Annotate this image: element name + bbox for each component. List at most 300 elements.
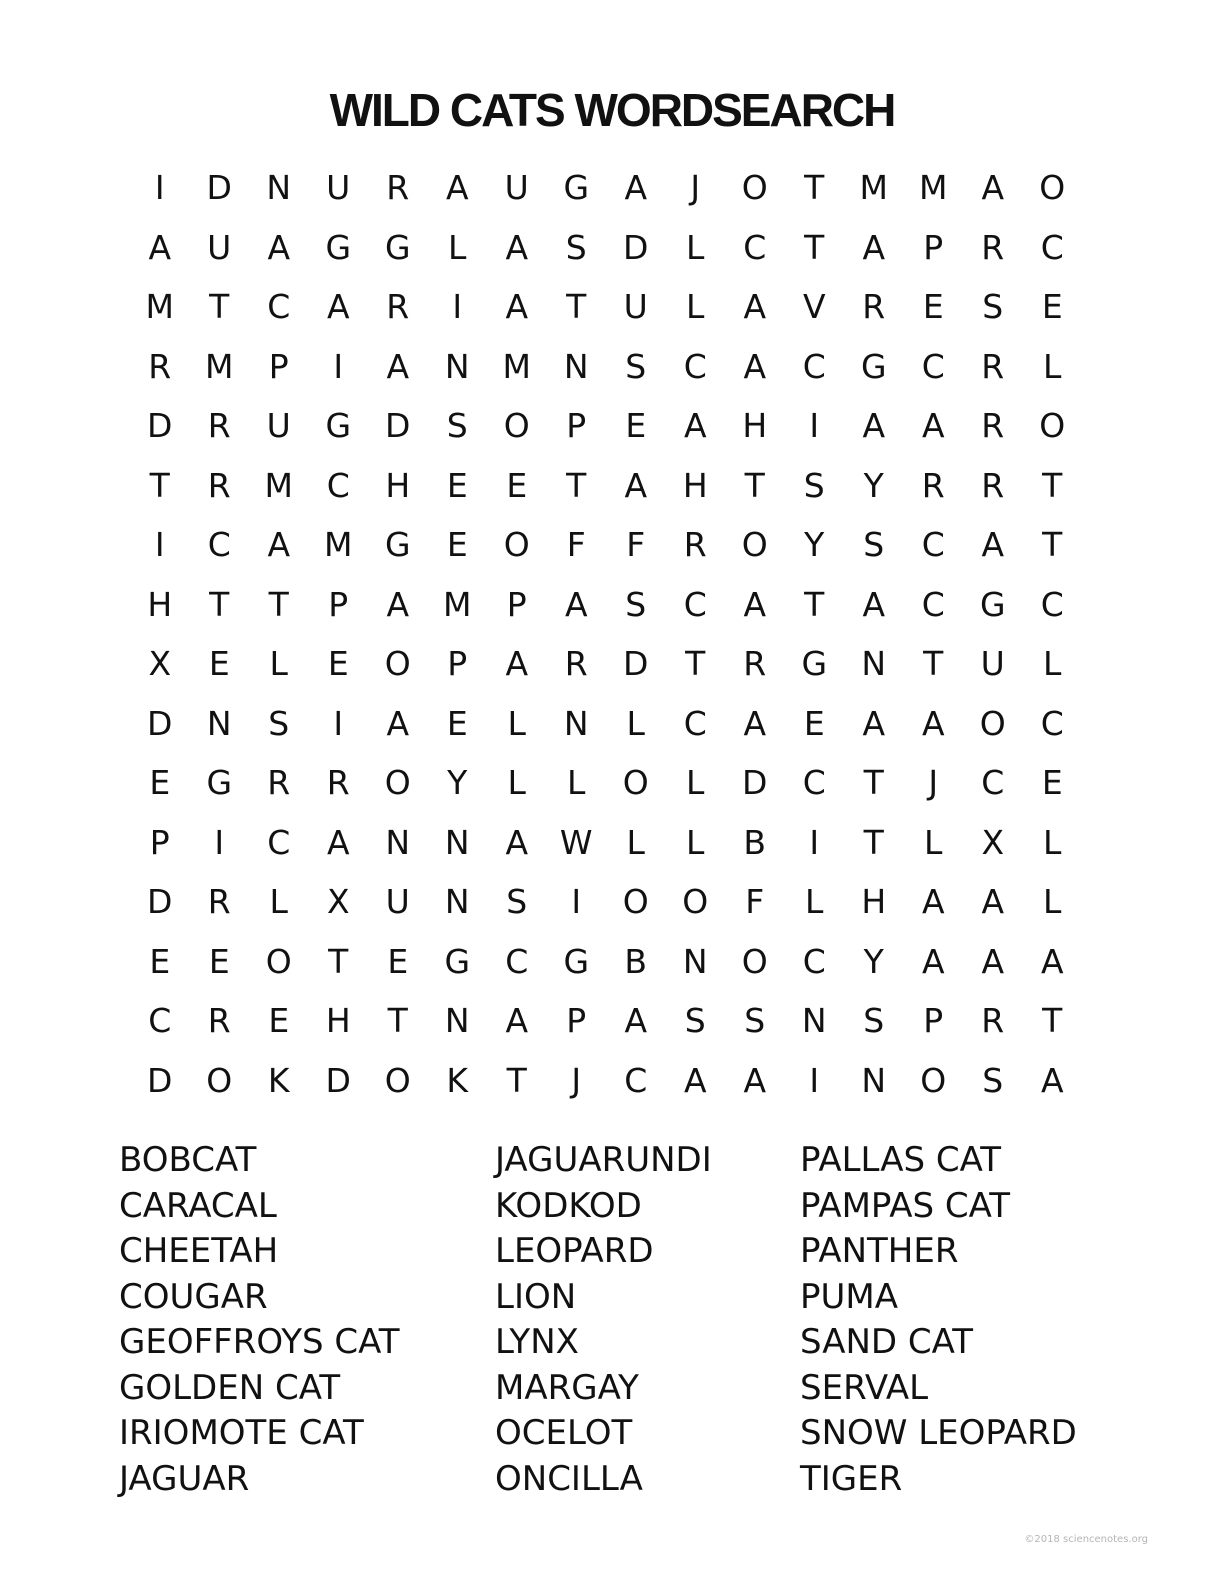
grid-cell: A	[683, 406, 707, 445]
grid-cell: A	[921, 882, 945, 921]
grid-cell: P	[268, 346, 289, 386]
grid-cell: A	[267, 525, 291, 564]
grid-cell: N	[444, 346, 470, 386]
grid-cell: T	[1042, 465, 1063, 505]
grid-cell: S	[268, 703, 290, 743]
word-list-item: OCELOT	[495, 1413, 633, 1453]
grid-cell: E	[149, 941, 171, 981]
grid-cell: T	[804, 227, 825, 267]
grid-cell: A	[981, 525, 1005, 564]
grid-cell: T	[566, 465, 587, 505]
grid-cell: M	[443, 584, 472, 624]
grid-cell: T	[804, 168, 825, 207]
grid-cell: A	[505, 644, 529, 683]
grid-cell: N	[563, 703, 589, 743]
grid-cell: Y	[863, 465, 884, 505]
grid-cell: G	[384, 227, 411, 267]
grid-cell: G	[325, 227, 352, 267]
grid-row	[130, 634, 1090, 694]
grid-cell: D	[147, 703, 173, 743]
grid-cell: E	[268, 1001, 290, 1040]
grid-cell: C	[1040, 703, 1064, 743]
grid-cell: U	[385, 882, 410, 921]
grid-cell: A	[505, 287, 529, 326]
grid-row	[130, 337, 1090, 397]
grid-cell: M	[145, 287, 174, 326]
grid-cell: I	[809, 822, 820, 862]
grid-cell: R	[981, 346, 1005, 386]
word-list	[0, 1138, 1224, 1508]
grid-cell: M	[264, 465, 293, 505]
grid-cell: S	[803, 465, 825, 505]
grid-cell: R	[683, 525, 707, 564]
grid-cell: C	[921, 584, 945, 624]
grid-cell: U	[326, 168, 351, 207]
word-list-item: SNOW LEOPARD	[800, 1413, 1077, 1453]
grid-cell: G	[384, 525, 411, 564]
grid-cell: O	[741, 168, 768, 207]
grid-cell: A	[386, 584, 410, 624]
grid-cell: L	[686, 763, 705, 802]
grid-cell: A	[743, 703, 767, 743]
grid-cell: R	[743, 644, 767, 683]
grid-cell: H	[385, 465, 411, 505]
word-list-item: CHEETAH	[119, 1231, 279, 1271]
word-column	[495, 1138, 712, 1502]
grid-row	[130, 1051, 1090, 1111]
grid-cell: R	[386, 287, 410, 326]
grid-cell: O	[384, 1060, 411, 1100]
grid-cell: I	[333, 703, 344, 743]
grid-cell: A	[386, 703, 410, 743]
grid-cell: B	[624, 941, 648, 981]
grid-cell: O	[920, 1060, 947, 1100]
word-list-item: BOBCAT	[119, 1140, 257, 1180]
word-list-item: PANTHER	[800, 1231, 959, 1271]
grid-cell: G	[563, 168, 590, 207]
grid-cell: S	[446, 406, 468, 445]
grid-cell: G	[979, 584, 1006, 624]
grid-row	[130, 813, 1090, 873]
grid-cell: J	[690, 168, 701, 207]
grid-cell: D	[742, 763, 768, 802]
grid-cell: H	[325, 1001, 351, 1040]
grid-cell: D	[325, 1060, 351, 1100]
grid-cell: C	[683, 346, 707, 386]
grid-cell: A	[862, 703, 886, 743]
grid-cell: T	[328, 941, 349, 981]
grid-cell: G	[444, 941, 471, 981]
grid-cell: O	[622, 882, 649, 921]
grid-cell: C	[1040, 227, 1064, 267]
grid-cell: R	[148, 346, 172, 386]
grid-cell: L	[686, 287, 705, 326]
grid-cell: T	[387, 1001, 408, 1040]
grid-cell: A	[1040, 1060, 1064, 1100]
grid-cell: L	[924, 822, 943, 862]
grid-cell: A	[981, 882, 1005, 921]
grid-row	[130, 515, 1090, 575]
grid-cell: O	[1039, 406, 1066, 445]
word-list-item: MARGAY	[495, 1367, 639, 1408]
grid-cell: L	[269, 882, 288, 921]
grid-cell: C	[267, 822, 291, 862]
word-list-item: SERVAL	[800, 1367, 929, 1408]
grid-cell: F	[566, 525, 586, 564]
grid-cell: A	[981, 168, 1005, 207]
grid-cell: T	[804, 584, 825, 624]
grid-cell: A	[743, 1060, 767, 1100]
word-list-item: GOLDEN CAT	[119, 1367, 341, 1408]
grid-cell: U	[266, 406, 291, 445]
grid-cell: M	[324, 525, 353, 564]
grid-cell: P	[506, 584, 527, 624]
grid-cell: Y	[447, 763, 468, 802]
word-list-item: ONCILLA	[495, 1458, 643, 1499]
grid-cell: A	[267, 227, 291, 267]
grid-cell: A	[505, 822, 529, 862]
grid-cell: R	[326, 763, 350, 802]
grid-cell: E	[625, 406, 647, 445]
grid-cell: R	[267, 763, 291, 802]
grid-cell: S	[863, 1001, 885, 1040]
grid-cell: N	[861, 1060, 887, 1100]
grid-cell: E	[208, 644, 230, 683]
grid-cell: N	[682, 941, 708, 981]
grid-cell: G	[860, 346, 887, 386]
grid-cell: L	[448, 227, 467, 267]
grid-cell: X	[326, 882, 350, 921]
grid-cell: C	[207, 525, 231, 564]
grid-cell: U	[980, 644, 1005, 683]
grid-cell: L	[626, 703, 645, 743]
grid-cell: C	[1040, 584, 1064, 624]
copyright-notice: ©2018 sciencenotes.org	[1024, 1534, 1148, 1545]
grid-row	[130, 575, 1090, 635]
grid-cell: D	[385, 406, 411, 445]
grid-cell: A	[743, 346, 767, 386]
grid-cell: C	[802, 763, 826, 802]
grid-cell: O	[741, 941, 768, 981]
grid-cell: M	[205, 346, 234, 386]
grid-cell: A	[624, 465, 648, 505]
grid-row	[130, 396, 1090, 456]
grid-cell: O	[682, 882, 709, 921]
grid-cell: O	[979, 703, 1006, 743]
grid-cell: S	[863, 525, 885, 564]
grid-cell: M	[919, 168, 948, 207]
grid-row	[130, 456, 1090, 516]
grid-cell: I	[809, 406, 820, 445]
grid-cell: H	[682, 465, 708, 505]
grid-cell: T	[209, 584, 230, 624]
grid-cell: H	[147, 584, 173, 624]
grid-cell: A	[445, 168, 469, 207]
grid-cell: R	[981, 227, 1005, 267]
grid-row	[130, 277, 1090, 337]
grid-cell: R	[386, 168, 410, 207]
grid-cell: N	[206, 703, 232, 743]
grid-cell: A	[564, 584, 588, 624]
word-list-item: PALLAS CAT	[800, 1140, 1002, 1180]
word-list-item: GEOFFROYS CAT	[119, 1322, 400, 1362]
grid-row	[130, 158, 1090, 218]
grid-cell: C	[683, 703, 707, 743]
grid-cell: P	[923, 227, 944, 267]
grid-cell: L	[507, 703, 526, 743]
word-list-item: SAND CAT	[800, 1322, 974, 1362]
grid-cell: S	[625, 346, 647, 386]
grid-cell: H	[861, 882, 887, 921]
grid-cell: A	[921, 703, 945, 743]
grid-cell: R	[207, 1001, 231, 1040]
grid-cell: A	[326, 822, 350, 862]
grid-cell: T	[566, 287, 587, 326]
grid-cell: O	[384, 644, 411, 683]
grid-cell: P	[923, 1001, 944, 1040]
grid-cell: X	[981, 822, 1005, 862]
grid-cell: P	[566, 1001, 587, 1040]
grid-cell: A	[862, 584, 886, 624]
grid-cell: E	[327, 644, 349, 683]
grid-cell: R	[921, 465, 945, 505]
grid-cell: L	[686, 227, 705, 267]
grid-cell: C	[802, 941, 826, 981]
grid-cell: O	[622, 763, 649, 802]
grid-cell: G	[801, 644, 828, 683]
grid-cell: T	[744, 465, 765, 505]
grid-cell: C	[267, 287, 291, 326]
grid-cell: A	[921, 406, 945, 445]
grid-cell: U	[207, 227, 232, 267]
grid-cell: P	[447, 644, 468, 683]
grid-row	[130, 753, 1090, 813]
grid-cell: D	[206, 168, 232, 207]
grid-cell: B	[743, 822, 767, 862]
grid-cell: A	[624, 1001, 648, 1040]
grid-cell: O	[206, 1060, 233, 1100]
grid-cell: D	[147, 1060, 173, 1100]
grid-cell: S	[506, 882, 528, 921]
grid-cell: K	[267, 1060, 290, 1100]
grid-cell: L	[626, 822, 645, 862]
word-list-item: COUGAR	[119, 1276, 268, 1317]
grid-cell: E	[149, 763, 171, 802]
grid-cell: I	[214, 822, 225, 862]
grid-cell: S	[625, 584, 647, 624]
grid-cell: G	[206, 763, 233, 802]
grid-cell: I	[809, 1060, 820, 1100]
word-list-item: JAGUAR	[119, 1458, 250, 1499]
word-list-item: LEOPARD	[495, 1231, 654, 1271]
grid-row	[130, 694, 1090, 754]
grid-cell: D	[147, 406, 173, 445]
grid-cell: C	[743, 227, 767, 267]
grid-cell: T	[923, 644, 944, 683]
grid-cell: S	[744, 1001, 766, 1040]
grid-cell: R	[564, 644, 588, 683]
grid-cell: L	[567, 763, 586, 802]
grid-cell: P	[328, 584, 349, 624]
grid-cell: J	[928, 763, 939, 802]
word-list-item: TIGER	[800, 1458, 903, 1499]
grid-cell: O	[503, 406, 530, 445]
grid-cell: N	[444, 822, 470, 862]
grid-cell: I	[333, 346, 344, 386]
word-list-item: LYNX	[495, 1322, 579, 1362]
word-list-item: LION	[495, 1276, 577, 1317]
grid-cell: S	[982, 287, 1004, 326]
grid-cell: E	[387, 941, 409, 981]
grid-cell: A	[862, 227, 886, 267]
grid-cell: A	[1040, 941, 1064, 981]
grid-cell: C	[505, 941, 529, 981]
grid-cell: T	[685, 644, 706, 683]
grid-cell: C	[802, 346, 826, 386]
grid-cell: E	[446, 525, 468, 564]
grid-cell: N	[444, 1001, 470, 1040]
grid-cell: U	[504, 168, 529, 207]
grid-cell: R	[981, 1001, 1005, 1040]
grid-cell: A	[326, 287, 350, 326]
grid-cell: S	[684, 1001, 706, 1040]
grid-cell: E	[922, 287, 944, 326]
grid-cell: R	[981, 465, 1005, 505]
grid-cell: Y	[863, 941, 884, 981]
grid-row	[130, 218, 1090, 278]
grid-cell: A	[624, 168, 648, 207]
grid-cell: O	[741, 525, 768, 564]
grid-cell: L	[507, 763, 526, 802]
grid-cell: F	[745, 882, 765, 921]
grid-cell: I	[571, 882, 582, 921]
grid-cell: L	[1043, 346, 1062, 386]
page-title: WILD CATS WORDSEARCH	[329, 84, 895, 136]
grid-cell: D	[623, 644, 649, 683]
grid-cell: T	[863, 763, 884, 802]
grid-cell: J	[571, 1060, 582, 1100]
grid-cell: T	[149, 465, 170, 505]
grid-cell: E	[446, 465, 468, 505]
grid-cell: T	[506, 1060, 527, 1100]
grid-cell: T	[209, 287, 230, 326]
grid-cell: N	[801, 1001, 827, 1040]
grid-cell: E	[1041, 287, 1063, 326]
grid-cell: U	[623, 287, 648, 326]
grid-cell: E	[1041, 763, 1063, 802]
word-list-item: JAGUARUNDI	[495, 1140, 712, 1180]
grid-cell: C	[981, 763, 1005, 802]
grid-cell: M	[502, 346, 531, 386]
grid-cell: N	[266, 168, 292, 207]
grid-row	[130, 872, 1090, 932]
grid-cell: L	[1043, 882, 1062, 921]
grid-cell: L	[1043, 822, 1062, 862]
word-column	[119, 1138, 400, 1502]
grid-cell: O	[1039, 168, 1066, 207]
grid-cell: S	[565, 227, 587, 267]
word-column	[800, 1138, 1077, 1502]
grid-cell: G	[325, 406, 352, 445]
grid-row	[130, 991, 1090, 1051]
word-list-item: KODKOD	[495, 1185, 642, 1226]
grid-cell: R	[207, 406, 231, 445]
grid-cell: R	[207, 465, 231, 505]
letter-grid	[130, 158, 1090, 1110]
grid-cell: K	[446, 1060, 469, 1100]
grid-cell: E	[803, 703, 825, 743]
grid-cell: X	[148, 644, 172, 683]
grid-cell: L	[686, 822, 705, 862]
grid-cell: O	[265, 941, 292, 981]
grid-cell: N	[385, 822, 411, 862]
grid-cell: A	[505, 227, 529, 267]
grid-cell: A	[386, 346, 410, 386]
grid-cell: N	[861, 644, 887, 683]
grid-cell: D	[147, 882, 173, 921]
grid-cell: V	[802, 287, 826, 326]
grid-cell: E	[446, 703, 468, 743]
grid-cell: A	[981, 941, 1005, 981]
grid-cell: A	[921, 941, 945, 981]
grid-cell: W	[559, 822, 593, 862]
grid-cell: E	[208, 941, 230, 981]
grid-cell: C	[624, 1060, 648, 1100]
word-list-item: CARACAL	[119, 1185, 277, 1226]
grid-cell: R	[862, 287, 886, 326]
grid-cell: C	[683, 584, 707, 624]
grid-cell: I	[154, 525, 165, 564]
grid-cell: D	[623, 227, 649, 267]
grid-cell: O	[503, 525, 530, 564]
grid-cell: S	[982, 1060, 1004, 1100]
grid-cell: T	[863, 822, 884, 862]
grid-cell: L	[269, 644, 288, 683]
grid-cell: T	[1042, 1001, 1063, 1040]
grid-cell: C	[921, 346, 945, 386]
grid-cell: C	[921, 525, 945, 564]
grid-cell: T	[1042, 525, 1063, 564]
grid-cell: A	[743, 584, 767, 624]
grid-cell: C	[326, 465, 350, 505]
grid-cell: C	[148, 1001, 172, 1040]
grid-cell: O	[384, 763, 411, 802]
word-list-item: PAMPAS CAT	[800, 1185, 1011, 1226]
grid-cell: L	[805, 882, 824, 921]
grid-cell: R	[981, 406, 1005, 445]
grid-cell: H	[742, 406, 768, 445]
grid-cell: G	[563, 941, 590, 981]
grid-cell: A	[505, 1001, 529, 1040]
grid-cell: P	[149, 822, 170, 862]
grid-cell: Y	[804, 525, 825, 564]
grid-cell: A	[683, 1060, 707, 1100]
word-list-item: IRIOMOTE CAT	[119, 1413, 364, 1453]
grid-cell: A	[862, 406, 886, 445]
grid-cell: A	[743, 287, 767, 326]
grid-cell: M	[859, 168, 888, 207]
grid-cell: F	[626, 525, 646, 564]
grid-cell: N	[444, 882, 470, 921]
grid-cell: N	[563, 346, 589, 386]
grid-cell: T	[268, 584, 289, 624]
grid-cell: I	[154, 168, 165, 207]
grid-cell: P	[566, 406, 587, 445]
grid-cell: A	[148, 227, 172, 267]
grid-cell: R	[207, 882, 231, 921]
word-list-item: PUMA	[800, 1276, 898, 1317]
grid-row	[130, 932, 1090, 992]
